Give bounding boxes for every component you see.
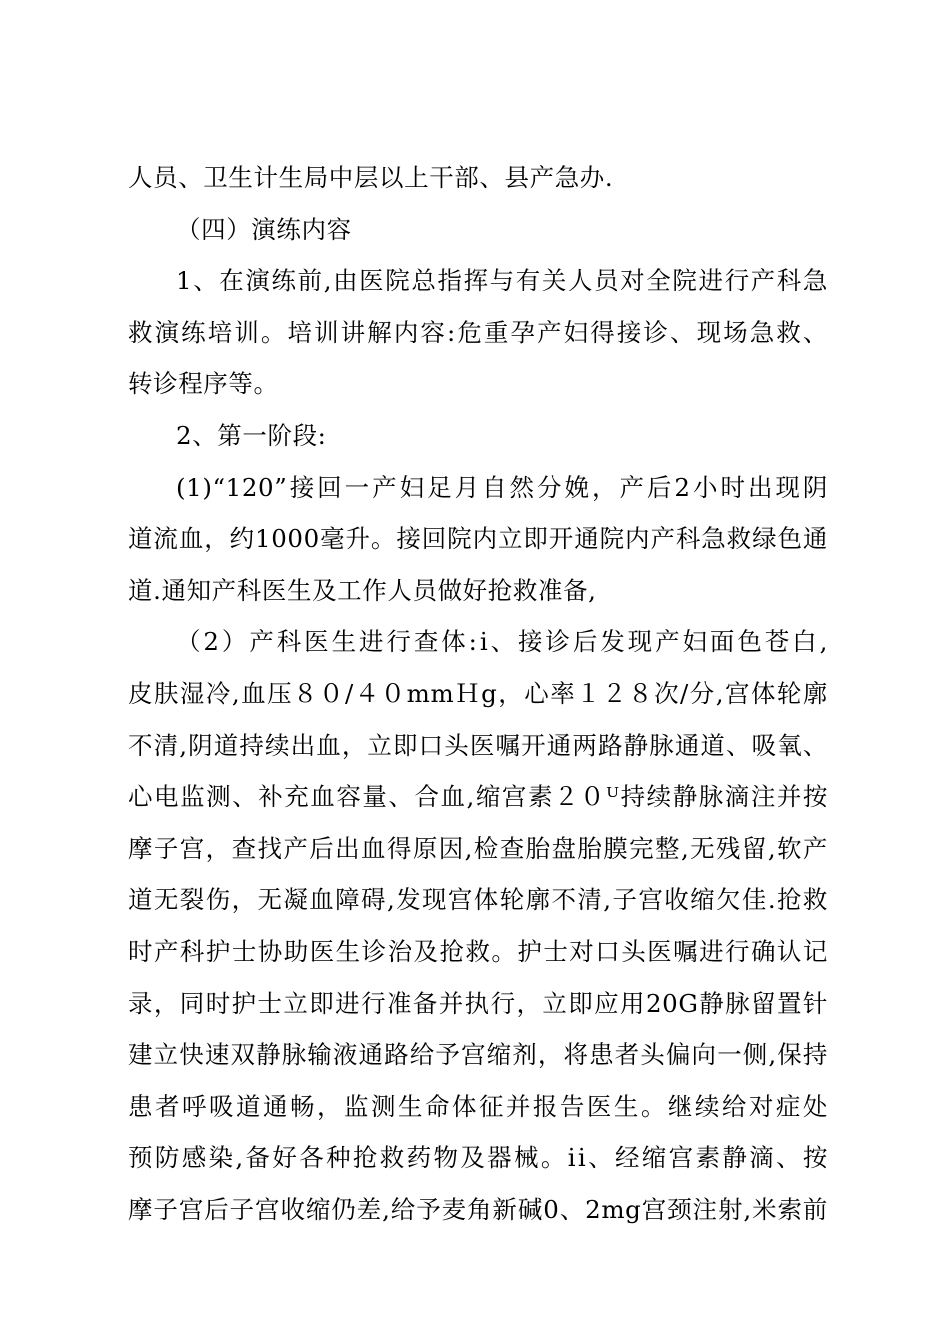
text-line-8: 道流血，约1000毫升。接回院内立即开通院内产科急救绿色通 [128, 524, 828, 554]
text-line-15: 道无裂伤，无凝血障碍,发现宫体轮廓不清,子宫收缩欠佳.抢救 [128, 885, 828, 915]
text-line-5: 转诊程序等。 [128, 369, 279, 399]
text-line-14: 摩子宫，查找产后出血得原因,检查胎盘胎膜完整,无残留,软产 [128, 833, 828, 863]
text-line-19: 患者呼吸道通畅，监测生命体征并报告医生。继续给对症处 [128, 1091, 828, 1121]
text-line-16: 时产科护士协助医生诊治及抢救。护士对口头医嘱进行确认记 [128, 936, 828, 966]
text-line-13: 心电监测、补充血容量、合血,缩宫素２０ᵁ持续静脉滴注并按 [128, 782, 828, 812]
text-line-20: 预防感染,备好各种抢救药物及器械。ⅰⅰ、经缩宫素静滴、按 [128, 1143, 828, 1173]
text-line-4: 救演练培训。培训讲解内容:危重孕产妇得接诊、现场急救、 [128, 317, 828, 347]
text-line-18: 建立快速双静脉输液通路给予宫缩剂，将患者头偏向一侧,保持 [128, 1040, 828, 1070]
subsection-heading-stage-one: 2、第一阶段: [176, 420, 327, 450]
text-line-3: 1、在演练前,由医院总指挥与有关人员对全院进行产科急 [176, 266, 828, 296]
text-line-21: 摩子宫后子宫收缩仍差,给予麦角新碱0、2mg宫颈注射,米索前 [128, 1194, 828, 1224]
text-line-17: 录，同时护士立即进行准备并执行，立即应用20G静脉留置针 [128, 988, 828, 1018]
text-line-9: 道.通知产科医生及工作人员做好抢救准备, [128, 575, 597, 605]
text-line-11: 皮肤湿冷,血压８０/４０mmＨg，心率１２８次/分,宫体轮廓 [128, 678, 828, 708]
text-line-12: 不清,阴道持续出血，立即口头医嘱开通两路静脉通道、吸氧、 [128, 730, 828, 760]
text-line-1: 人员、卫生计生局中层以上干部、县产急办. [128, 163, 614, 192]
text-line-10: （2）产科医生进行查体:ⅰ、接诊后发现产妇面色苍白, [176, 627, 828, 657]
section-heading-drill-content: （四）演练内容 [176, 214, 352, 244]
document-body [128, 152, 828, 1235]
text-line-7: (1)“120”接回一产妇足月自然分娩，产后2小时出现阴 [176, 472, 828, 502]
